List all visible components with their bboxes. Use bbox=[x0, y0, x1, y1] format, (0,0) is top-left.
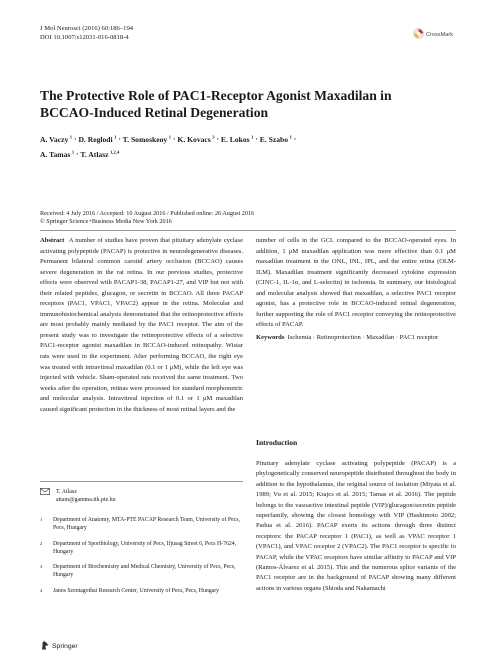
crossmark-label: CrossMark bbox=[426, 32, 454, 38]
affiliation-number: 3 bbox=[40, 564, 43, 570]
author-separator: · bbox=[74, 149, 81, 159]
author-item bbox=[177, 135, 214, 144]
crossmark-badge[interactable] bbox=[413, 26, 453, 44]
header-divider bbox=[40, 230, 456, 231]
affiliation-number: 2 bbox=[40, 540, 43, 546]
keywords-heading: Keywords bbox=[256, 334, 285, 341]
author-affiliation-ref: 1 bbox=[69, 134, 73, 139]
author-list bbox=[40, 131, 460, 161]
author-affiliation-ref: 1 bbox=[168, 134, 172, 139]
author-name[interactable]: D. Reglodi bbox=[78, 134, 113, 144]
author-affiliation-ref: 1 bbox=[289, 134, 292, 139]
author-separator: · bbox=[116, 134, 123, 144]
author-name[interactable]: E. Lokos bbox=[220, 134, 250, 144]
author-affiliation-ref: 1,2,4 bbox=[110, 149, 120, 155]
introduction-text: Pituitary adenylate cyclase activating polypeptide (PACAP) is a phylogenetically conserved neuropeptide distributed throughout the body in addition to the hypothalamus, the original source of isolation (Miyata et al. 1989; Vu et al. 2015; Krajcs et al. 2015; Tamas et al. 2016). The peptide belongs to the vasoactive intestinal peptide (VIP)/glucagon/secretin peptide superfamily, showing the closest homology with VIP (Hashimoto 2002; Padua et al. 2016). PACAP exerts its actions through three distinct receptors: the PACAP receptor 1 (PAC1), as well as VPAC receptor 1 (VPAC1), and VPAC receptor 2 (VPAC2). The PAC1 receptor is specific to PACAP, while the VPAC receptors have similar affinity to PACAP and VIP (Ramos-Álvarez et al. 2015). This and the numerous splice variants of the PAC1 receptor are in the background of PACAP showing many different actions in various organs (Shioda and Nakamachi bbox=[256, 460, 456, 592]
journal-info bbox=[40, 25, 133, 42]
crossmark-icon bbox=[413, 26, 424, 44]
keywords-text: Ischemia · Retinoprotection · Maxadilan · PAC1 receptor bbox=[287, 334, 439, 341]
affiliation-number: 1 bbox=[40, 517, 43, 522]
contact-email-link[interactable]: attam@gamma.ttk.pte.hu bbox=[56, 497, 116, 504]
affiliation-text: Janos Szentagothai Research Center, University of Pecs, Pecs, Hungary bbox=[53, 587, 220, 594]
springer-horse-icon bbox=[40, 640, 49, 652]
author-name[interactable]: A. Tamas bbox=[40, 149, 71, 159]
author-name[interactable]: E. Szabo bbox=[259, 134, 289, 144]
affiliation-item bbox=[40, 587, 240, 595]
abstract-text-part1: A number of studies have proven that pituitary adenylate cyclase activating polypeptide (PACAP) is protective in neurodegenerative diseases. Permanent bilateral common carotid artery occlusion (BCCAO) causes severe degeneration in the rat retina. In our previous studies, protective effects were observed with PACAP1-38, PACAP1-27, and VIP but not with their related peptides, glucagon, or secretin in BCCAO. All three PACAP receptors (PAC1, VPAC1, VPAC2) appear in the retina. Molecular and immunohistochemical analysis demonstrated that the retinoprotective effects are most probably mainly mediated by the PAC1 receptor. The aim of the present study was to investigate the retinoprotective effects of a selective PAC1-receptor agonist maxadilan in BCCAO-induced retinopathy. Wistar rats were used in the experiment. After performing BCCAO, the right eye was treated with intravitreal maxadilan (0.1 or 1 μM), while the left eye was injected with vehicle. Sham-operated rats received the same treatment. Two weeks after the operation, retinas were processed for standard morphometric and molecular analysis. Intravitreal injection of 0.1 or 1 μM maxadilan caused significant protection in the thickness of most retinal layers and the bbox=[40, 237, 244, 413]
history-dates: Received: 4 July 2016 / Accepted: 10 August 2016 / Published online: 26 August 2016 bbox=[40, 210, 255, 217]
author-separator: · bbox=[214, 134, 221, 144]
publication-dates bbox=[40, 210, 254, 227]
author-item bbox=[221, 135, 254, 144]
author-item bbox=[260, 135, 292, 144]
envelope-icon bbox=[40, 488, 50, 505]
author-name[interactable]: T. Somoskeoy bbox=[122, 134, 168, 144]
author-name[interactable]: K. Kovacs bbox=[177, 134, 211, 144]
footnote-divider bbox=[40, 481, 243, 482]
contact-name: T. Atlasz bbox=[56, 489, 77, 495]
keywords-block bbox=[256, 333, 456, 344]
affiliation-item bbox=[40, 563, 240, 579]
affiliation-item bbox=[40, 516, 240, 532]
author-name[interactable]: A. Vaczy bbox=[40, 134, 69, 144]
author-item bbox=[78, 135, 116, 144]
author-separator: · bbox=[253, 134, 260, 144]
corresponding-author bbox=[40, 488, 116, 505]
journal-citation: J Mol Neurosci (2016) 60:186–194 bbox=[40, 25, 134, 32]
author-separator: · bbox=[72, 134, 79, 144]
author-separator: · bbox=[171, 134, 178, 144]
introduction-heading: Introduction bbox=[256, 438, 298, 447]
author-name[interactable]: T. Atlasz bbox=[80, 149, 109, 159]
author-separator: · bbox=[291, 134, 297, 144]
abstract-text-part2: number of cells in the GCL compared to the BCCAO-operated eyes. In addition, 1 μM maxadilan application was more effective than 0.1 μM maxadilan treatment in the ONL, INL, IPL, and the entire retina (OLM-ILM). Maxadilan treatment significantly decreased cytokine expression (CINC-1, IL-1α, and L-selectin) in ischemia. In summary, our histological and molecular analysis showed that maxadilan, a selective PAC1 receptor agonist, has a protective role in BCCAO-induced retinal degeneration, further supporting the role of PAC1 receptor conveying the retinoprotective effects of PACAP. bbox=[256, 237, 456, 329]
author-affiliation-ref: 3 bbox=[212, 134, 215, 139]
affiliations-list bbox=[40, 516, 240, 602]
abstract-right-column bbox=[256, 236, 456, 331]
author-item bbox=[123, 135, 171, 144]
author-affiliation-ref: 1 bbox=[71, 149, 75, 155]
affiliation-text: Department of Anatomy, MTA-PTE PACAP Research Team, University of Pecs, Pecs, Hungary bbox=[53, 517, 240, 532]
journal-doi: DOI 10.1007/s12031-016-0818-4 bbox=[40, 33, 129, 41]
abstract-heading: Abstract bbox=[40, 237, 65, 244]
affiliation-text: Department of Biochemistry and Medical Chemistry, University of Pecs, Pecs, Hungary bbox=[53, 564, 236, 579]
author-affiliation-ref: 1 bbox=[251, 134, 254, 139]
author-item bbox=[80, 150, 119, 159]
springer-label: Springer bbox=[52, 642, 78, 650]
author-item bbox=[40, 135, 72, 144]
abstract-left-column bbox=[40, 236, 243, 415]
springer-logo bbox=[40, 640, 78, 652]
copyright-line: © Springer Science+Business Media New York 2016 bbox=[40, 218, 172, 226]
author-item bbox=[40, 150, 74, 159]
affiliation-number: 4 bbox=[40, 587, 43, 593]
affiliation-text: Department of Sportbiology, University of Pecs, Ifjusag Street 6, Pecs H-7624, Hungary bbox=[53, 540, 237, 555]
author-affiliation-ref: 1 bbox=[114, 134, 117, 139]
article-title: The Protective Role of PAC1-Receptor Agonist Maxadilan in BCCAO-Induced Retinal Degeneration bbox=[40, 88, 392, 120]
affiliation-item bbox=[40, 540, 240, 556]
